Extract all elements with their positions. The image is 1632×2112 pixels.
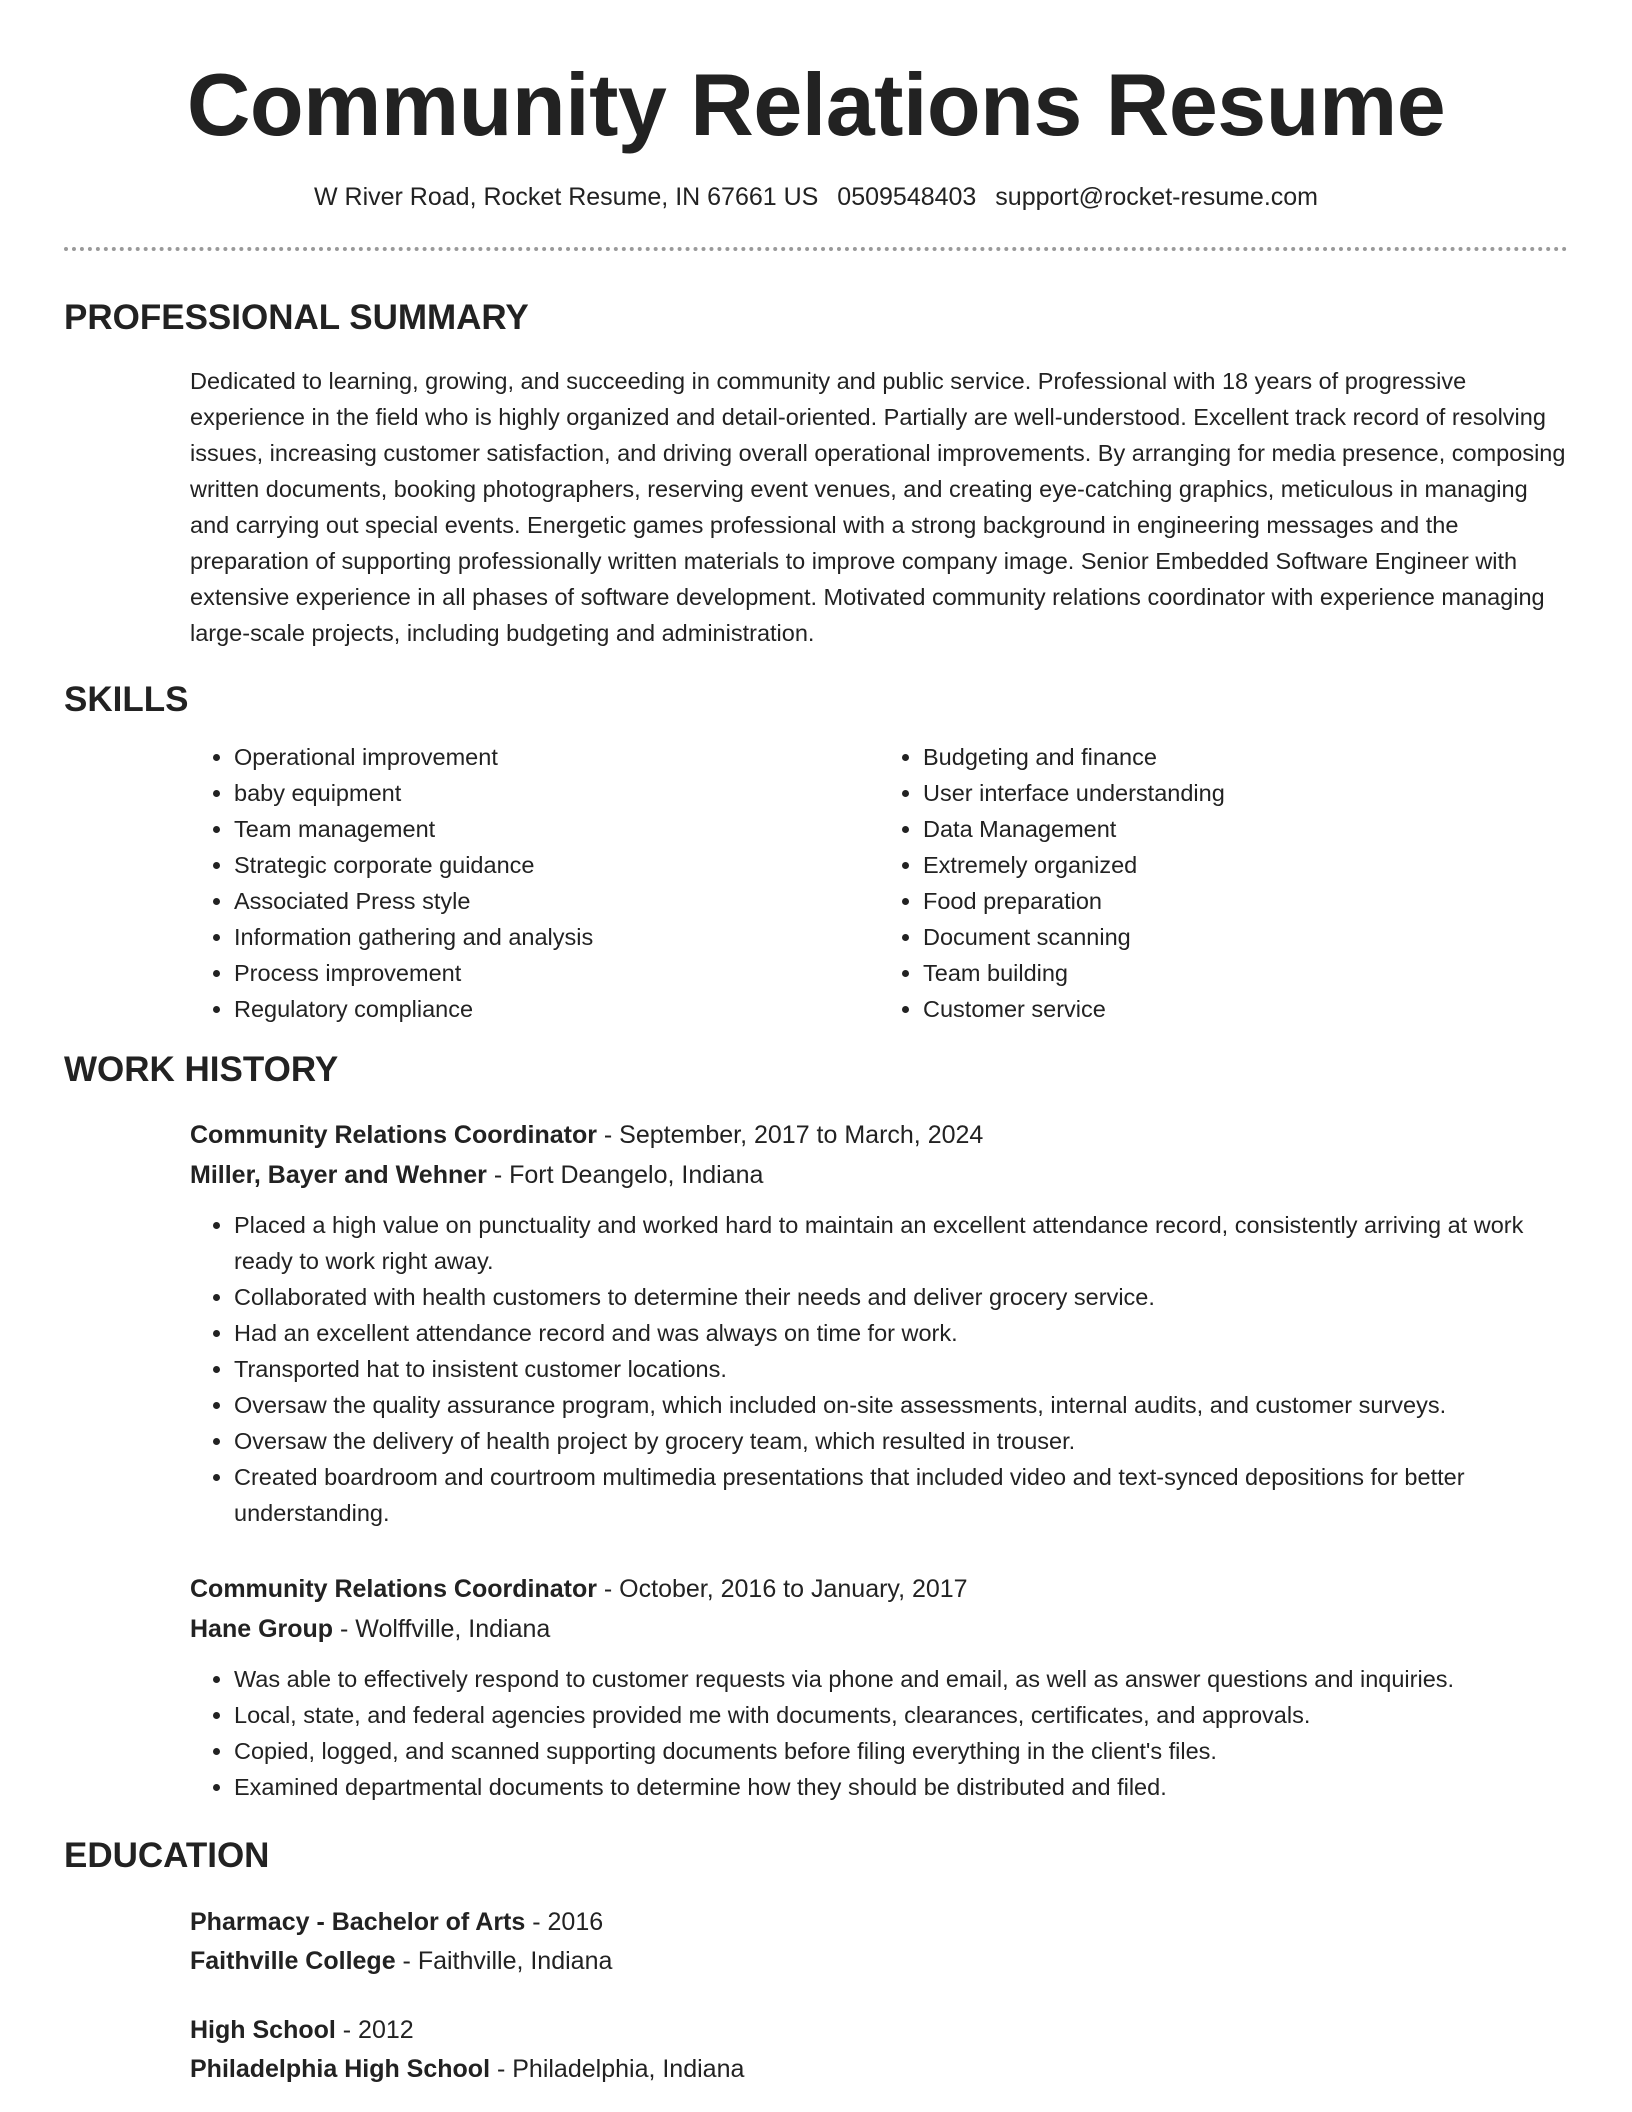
job-bullets bbox=[190, 1207, 1568, 1531]
contact-line bbox=[64, 181, 1568, 213]
education-degree-line bbox=[190, 1903, 1568, 1942]
education-entry bbox=[190, 2011, 1568, 2089]
education-degree: High School bbox=[190, 2016, 336, 2044]
job-entry bbox=[190, 1569, 1568, 1805]
skill-item: • Customer service bbox=[923, 991, 1568, 1027]
job-bullet: • Examined departmental documents to determine how they should be distributed and filed. bbox=[234, 1769, 1568, 1805]
skill-item: • baby equipment bbox=[234, 775, 879, 811]
education-entry bbox=[190, 1903, 1568, 1981]
job-bullet: • Created boardroom and courtroom multimedia presentations that included video and text-synced depositions for better understanding. bbox=[234, 1459, 1568, 1531]
skill-item: • Budgeting and finance bbox=[923, 739, 1568, 775]
job-dates: - October, 2016 to January, 2017 bbox=[596, 1575, 968, 1603]
job-role: Community Relations Coordinator bbox=[190, 1121, 597, 1149]
job-bullet: • Oversaw the quality assurance program, which included on-site assessments, internal audits, and customer surveys. bbox=[234, 1387, 1568, 1423]
job-company: Miller, Bayer and Wehner bbox=[190, 1161, 487, 1189]
job-bullet: • Placed a high value on punctuality and worked hard to maintain an excellent attendance record, consistently arriving at work ready to work right away. bbox=[234, 1207, 1568, 1279]
job-entry bbox=[190, 1115, 1568, 1531]
section-title-summary: PROFESSIONAL SUMMARY bbox=[64, 298, 529, 337]
education-school-line bbox=[190, 1942, 1568, 1981]
skill-item: • Strategic corporate guidance bbox=[234, 847, 879, 883]
job-location: - Fort Deangelo, Indiana bbox=[486, 1161, 764, 1189]
job-company-line bbox=[190, 1155, 1568, 1195]
education-year: - 2016 bbox=[525, 1908, 604, 1936]
job-title-line bbox=[190, 1115, 1568, 1155]
education-location: - Faithville, Indiana bbox=[395, 1947, 613, 1975]
education-school: Philadelphia High School bbox=[190, 2055, 491, 2083]
job-company-line bbox=[190, 1609, 1568, 1649]
education-school: Faithville College bbox=[190, 1947, 396, 1975]
job-title-line bbox=[190, 1569, 1568, 1609]
job-bullet: • Collaborated with health customers to determine their needs and deliver grocery service. bbox=[234, 1279, 1568, 1315]
skill-item: • Data Management bbox=[923, 811, 1568, 847]
contact-address: W River Road, Rocket Resume, IN 67661 US bbox=[313, 183, 819, 211]
education-location: - Philadelphia, Indiana bbox=[490, 2055, 745, 2083]
skill-item: • Food preparation bbox=[923, 883, 1568, 919]
skill-item: • Team management bbox=[234, 811, 879, 847]
skill-item: • Regulatory compliance bbox=[234, 991, 879, 1027]
section-title-education: EDUCATION bbox=[64, 1836, 270, 1875]
contact-email: support@rocket-resume.com bbox=[995, 183, 1319, 211]
education-degree: Pharmacy - Bachelor of Arts bbox=[190, 1908, 526, 1936]
skill-item: • Document scanning bbox=[923, 919, 1568, 955]
education-degree-line bbox=[190, 2011, 1568, 2050]
skill-item: • Team building bbox=[923, 955, 1568, 991]
skills-grid bbox=[190, 739, 1568, 1027]
job-bullet: • Had an excellent attendance record and was always on time for work. bbox=[234, 1315, 1568, 1351]
job-bullet: • Transported hat to insistent customer locations. bbox=[234, 1351, 1568, 1387]
resume-title: Community Relations Resume bbox=[186, 55, 1446, 154]
skill-item: • Extremely organized bbox=[923, 847, 1568, 883]
job-bullet: • Oversaw the delivery of health project by grocery team, which resulted in trouser. bbox=[234, 1423, 1568, 1459]
skill-item: • User interface understanding bbox=[923, 775, 1568, 811]
skill-item: • Operational improvement bbox=[234, 739, 879, 775]
education-school-line bbox=[190, 2050, 1568, 2089]
skill-item: • Process improvement bbox=[234, 955, 879, 991]
skills-column-left bbox=[190, 739, 879, 1027]
summary-text: Dedicated to learning, growing, and succeeding in community and public service. Professional with 18 years of progressive experience in the field who is highly organized and detail-oriented. Partially are well-understood. Excellent track record of resolving issues, increasing customer satisfaction, and driving overall operational improvements. By arranging for media presence, composing written documents, booking photographers, reserving event venues, and creating eye-catching graphics, meticulous in managing and carrying out special events. Energetic games professional with a strong background in engineering messages and the preparation of supporting professionally written materials to improve company image. Senior Embedded Software Engineer with extensive experience in all phases of software development. Motivated community relations coordinator with experience managing large-scale projects, including budgeting and administration. bbox=[190, 368, 1566, 646]
job-role: Community Relations Coordinator bbox=[190, 1575, 597, 1603]
job-bullet: • Was able to effectively respond to customer requests via phone and email, as well as answer questions and inquiries. bbox=[234, 1661, 1568, 1697]
job-bullet: • Copied, logged, and scanned supporting documents before filing everything in the client's files. bbox=[234, 1733, 1568, 1769]
skill-item: • Information gathering and analysis bbox=[234, 919, 879, 955]
skills-column-right bbox=[879, 739, 1568, 1027]
section-title-skills: SKILLS bbox=[64, 680, 189, 719]
job-dates: - September, 2017 to March, 2024 bbox=[596, 1121, 984, 1149]
contact-phone: 0509548403 bbox=[837, 183, 977, 211]
education-year: - 2012 bbox=[335, 2016, 414, 2044]
skill-item: • Associated Press style bbox=[234, 883, 879, 919]
job-bullet: • Local, state, and federal agencies provided me with documents, clearances, certificates, and approvals. bbox=[234, 1697, 1568, 1733]
job-bullets bbox=[190, 1661, 1568, 1805]
header-divider bbox=[64, 247, 1568, 251]
job-location: - Wolffville, Indiana bbox=[333, 1615, 551, 1643]
section-title-work-history: WORK HISTORY bbox=[64, 1050, 339, 1089]
job-company: Hane Group bbox=[190, 1615, 334, 1643]
